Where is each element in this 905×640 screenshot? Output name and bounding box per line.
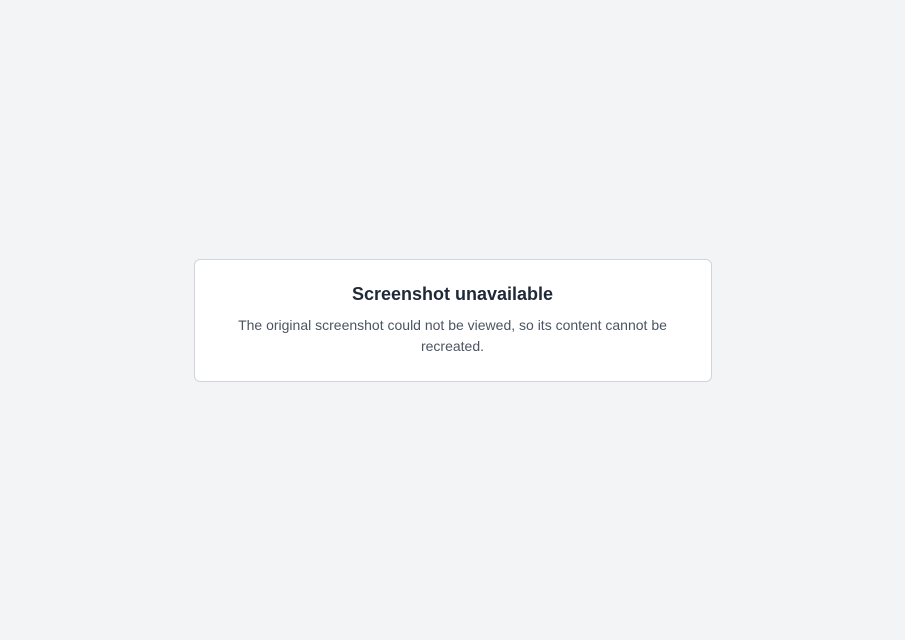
placeholder-message: The original screenshot could not be viewed, so its content cannot be recreated. [238, 316, 667, 354]
placeholder-card [194, 259, 712, 382]
placeholder-title: Screenshot unavailable [351, 283, 554, 304]
